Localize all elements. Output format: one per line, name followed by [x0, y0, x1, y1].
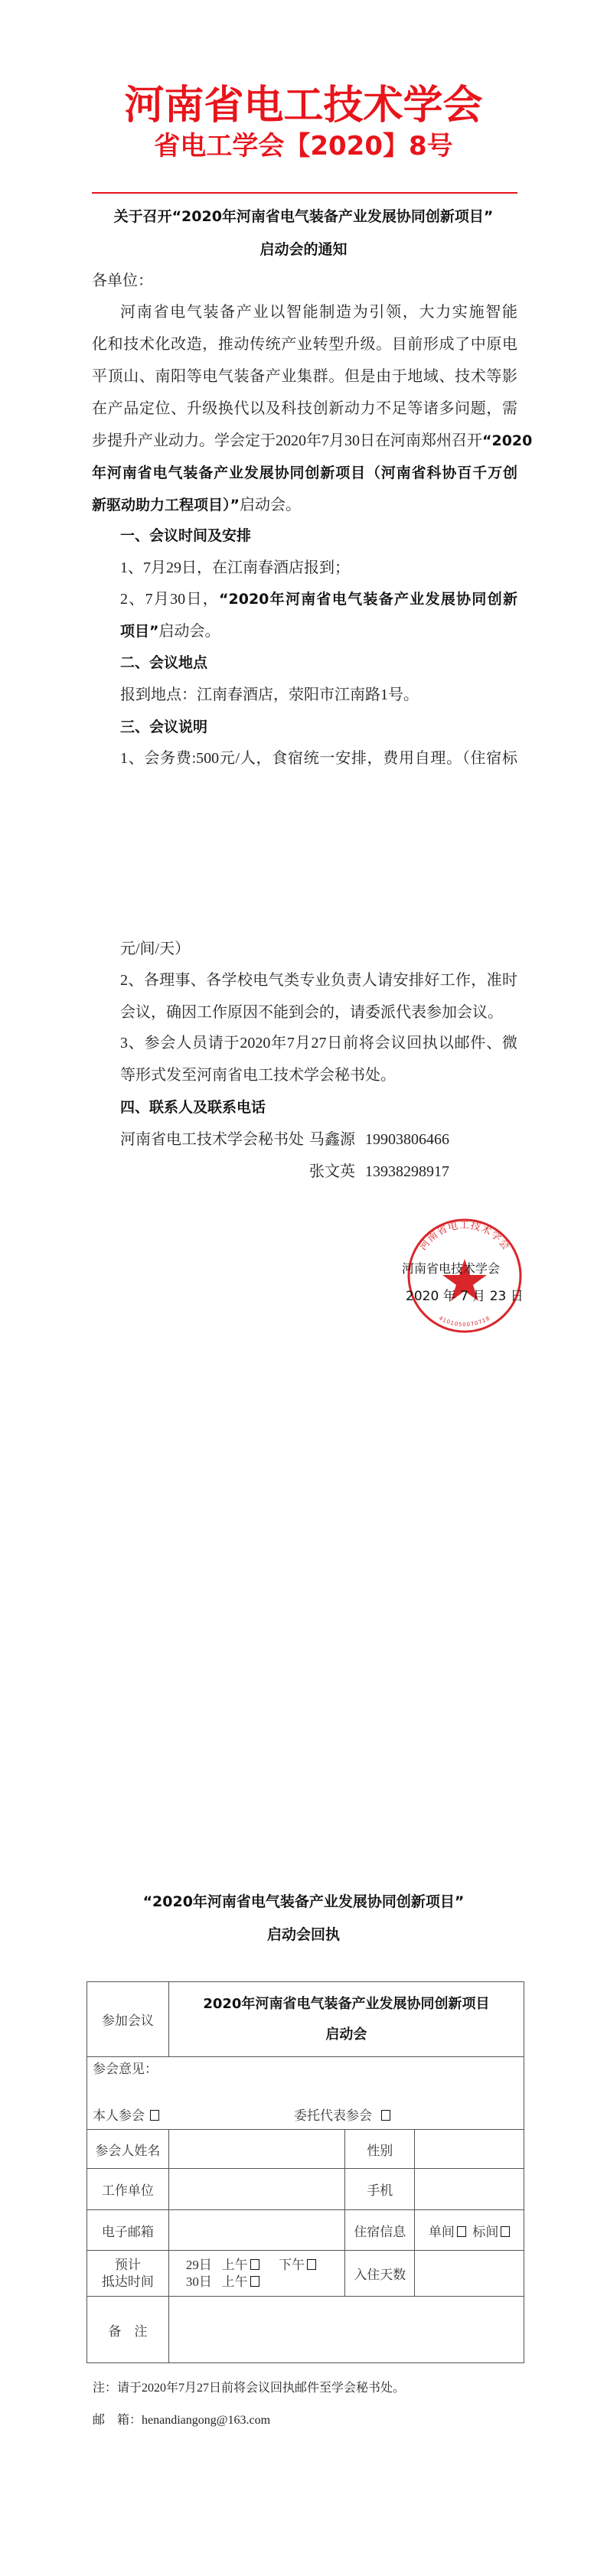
intro-line [92, 430, 532, 452]
lodging-options [415, 2210, 524, 2251]
signature-org: 河南省电技术学会 [402, 1261, 501, 1276]
seal-code: 4101050070718 [438, 1315, 491, 1329]
remarks-label: 备 注 [87, 2297, 169, 2363]
contact-name: 张文英 [309, 1163, 355, 1180]
intro-bold-line: 年河南省电气装备产业发展协同创新项目（河南省科协百千万创 [92, 465, 517, 481]
meeting-name-line1: 2020年河南省电气装备产业发展协同创新项目 [203, 1995, 490, 2012]
delegate-attend-label: 委托代表参会 [294, 2108, 372, 2123]
standard-room-label: 标间 [472, 2224, 499, 2239]
lodging-label: 住宿信息 [345, 2210, 415, 2251]
day-30: 30日 [185, 2274, 212, 2289]
work-field[interactable] [168, 2169, 345, 2210]
schedule-suffix: 启动会。 [158, 623, 220, 640]
schedule-date: 2、7月30日， [120, 591, 220, 608]
arrival-options [168, 2251, 345, 2297]
reply-text: 3、参会人员请于2020年7月27日前将会议回执以邮件、微 [120, 1035, 517, 1052]
morning-label: 上午 [221, 2257, 248, 2272]
single-room-label: 单间 [428, 2224, 455, 2239]
receipt-email-row [93, 2410, 270, 2428]
notice-title-line2: 启动会的通知 [259, 241, 348, 258]
meeting-label: 参加会议 [87, 1982, 169, 2057]
intro-text: 启动会。 [240, 497, 301, 514]
checkbox[interactable] [307, 2259, 316, 2270]
meeting-name-line2: 启动会 [325, 2026, 367, 2043]
contact-phone: 13938298917 [365, 1163, 449, 1180]
receipt-form [86, 1981, 524, 2363]
schedule-item [120, 589, 517, 610]
org-title: 河南省电工技术学会 [124, 83, 483, 129]
fee-text: 1、会务费:500元/人，食宿统一安排，费用自理。（住宿标 [120, 750, 517, 767]
venue-text: 报到地点：江南春酒店，荥阳市江南路1号。 [120, 686, 419, 703]
email-address[interactable]: henandiangong@163.com [142, 2414, 271, 2427]
mobile-label: 手机 [345, 2169, 415, 2210]
remarks-field[interactable] [168, 2297, 524, 2363]
self-attend-option[interactable] [93, 2105, 159, 2124]
schedule-event: 项目” [120, 623, 159, 640]
checkbox[interactable] [250, 2259, 259, 2270]
email-field[interactable] [168, 2210, 345, 2251]
delegate-attend-option[interactable] [294, 2105, 390, 2124]
nights-label: 入住天数 [345, 2251, 415, 2297]
name-field[interactable] [168, 2130, 345, 2169]
meeting-name [168, 1982, 524, 2057]
checkbox[interactable] [150, 2110, 159, 2121]
receipt-title-line2: 启动会回执 [266, 1926, 340, 1943]
arrival-label-line1: 预计 [114, 2257, 141, 2272]
checkbox[interactable] [457, 2226, 466, 2237]
schedule-event: “2020年河南省电气装备产业发展协同创新 [219, 591, 517, 608]
opinion-cell [87, 2057, 524, 2130]
receipt-title: “2020年河南省电气装备产业发展协同创新项目” [142, 1893, 465, 1910]
opinion-label: 参会意见： [93, 2062, 158, 2076]
reply-text-cont: 等形式发至河南省电工技术学会秘书处。 [120, 1067, 396, 1084]
intro-line: 平顶山、南阳等电气装备产业集群。但是由于地域、技术等影 [92, 368, 517, 385]
section-3-title: 三、会议说明 [120, 719, 208, 735]
seal-arc-text: 河南省电工技术学会 [417, 1219, 512, 1253]
intro-line [92, 494, 301, 516]
gender-field[interactable] [415, 2130, 524, 2169]
attendance-text: 2、各理事、各学校电气类专业负责人请安排好工作，准时 [120, 972, 517, 989]
salutation: 各单位： [92, 272, 153, 289]
nights-field[interactable] [415, 2251, 524, 2297]
email-label: 邮 箱： [93, 2414, 142, 2427]
intro-line: 河南省电气装备产业以智能制造为引领，大力实施智能 [120, 304, 517, 321]
intro-bold: 新驱动助力工程项目）” [92, 497, 240, 514]
section-4-title: 四、联系人及联系电话 [120, 1099, 266, 1116]
signature-date: 2020 年 7 月 23 日 [406, 1289, 524, 1304]
intro-line: 在产品定位、升级换代以及科技创新动力不足等诸多问题，需 [92, 400, 517, 417]
checkbox[interactable] [501, 2226, 510, 2237]
intro-bold: “2020 [482, 432, 533, 449]
self-attend-label: 本人参会 [93, 2108, 145, 2123]
section-2-title: 二、会议地点 [120, 654, 208, 671]
red-divider [92, 192, 517, 194]
checkbox[interactable] [250, 2276, 259, 2287]
name-label: 参会人姓名 [87, 2130, 169, 2169]
notice-title: 关于召开“2020年河南省电气装备产业发展协同创新项目” [113, 208, 494, 225]
morning-label: 上午 [221, 2274, 248, 2289]
contact-name: 马鑫源 [309, 1131, 355, 1148]
contact-phone: 19903806466 [365, 1131, 449, 1148]
document-number: 省电工学会【2020】8号 [154, 131, 453, 161]
fee-text-cont: 元/间/天） [120, 941, 191, 957]
gender-label: 性别 [345, 2130, 415, 2169]
intro-text: 步提升产业动力。学会定于2020年7月30日在河南郑州召开 [92, 432, 482, 449]
arrival-label-line2: 抵达时间 [101, 2274, 154, 2289]
afternoon-label: 下午 [279, 2257, 305, 2272]
attendance-text-cont: 会议，确因工作原因不能到会的，请委派代表参加会议。 [120, 1004, 503, 1021]
day-29: 29日 [185, 2257, 212, 2272]
arrival-label [87, 2251, 169, 2297]
work-label: 工作单位 [87, 2169, 169, 2210]
email-label: 电子邮箱 [87, 2210, 169, 2251]
checkbox[interactable] [381, 2110, 390, 2121]
mobile-field[interactable] [415, 2169, 524, 2210]
receipt-note: 注：请于2020年7月27日前将会议回执邮件至学会秘书处。 [93, 2382, 406, 2395]
intro-line: 化和技术化改造，推动传统产业转型升级。目前形成了中原电 [92, 336, 517, 353]
contact-org: 河南省电工技术学会秘书处 [120, 1131, 304, 1148]
schedule-item: 1、7月29日，在江南春酒店报到； [120, 559, 350, 576]
schedule-item-cont [120, 621, 220, 642]
section-1-title: 一、会议时间及安排 [120, 527, 252, 544]
